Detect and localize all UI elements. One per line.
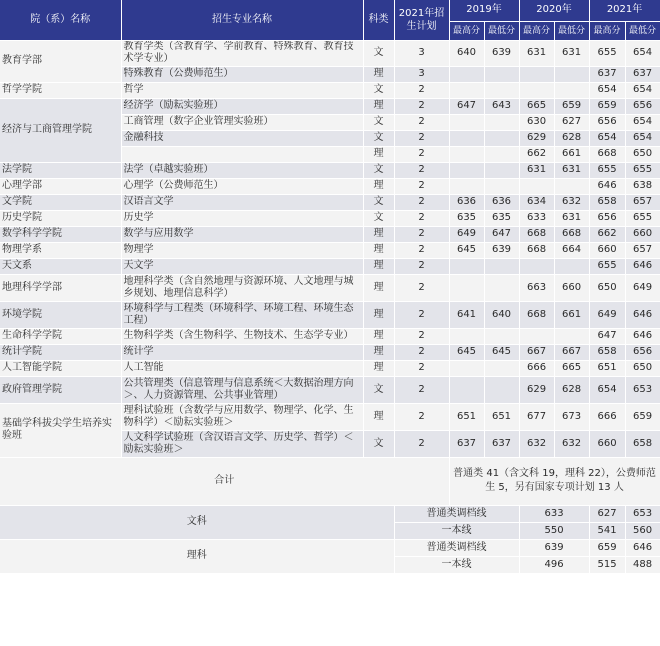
- major-cell: 汉语言文学: [121, 194, 363, 210]
- score-2020-low: [554, 66, 589, 82]
- score-2019-high: [449, 162, 484, 178]
- subject-cell: 文: [363, 130, 394, 146]
- plan-cell: 2: [394, 344, 449, 360]
- table-body: [0, 40, 660, 457]
- score-2021-high: 660: [589, 242, 625, 258]
- subject-cell: 文: [363, 376, 394, 403]
- subject-cell: 理: [363, 360, 394, 376]
- table-row: [0, 258, 660, 274]
- score-2021-low: 654: [625, 40, 660, 66]
- table-row: [0, 344, 660, 360]
- score-2020-low: 632: [554, 194, 589, 210]
- score-2021-high: 660: [589, 430, 625, 457]
- score-2019-high: [449, 258, 484, 274]
- plan-cell: 2: [394, 274, 449, 301]
- score-2020-low: 668: [554, 226, 589, 242]
- major-cell: 环境科学与工程类（环境科学、环境工程、环境生态工程）: [121, 301, 363, 328]
- score-2021-low: 649: [625, 274, 660, 301]
- score-2019-low: 637: [484, 430, 519, 457]
- subject-cell: 文: [363, 162, 394, 178]
- score-2021-high: 656: [589, 114, 625, 130]
- wenke-first-2021: 560: [625, 522, 660, 539]
- table-row: [0, 194, 660, 210]
- score-2020-low: 660: [554, 274, 589, 301]
- subject-cell: 理: [363, 258, 394, 274]
- like-adjust-label: 普通类调档线: [394, 539, 519, 556]
- score-2021-high: 646: [589, 178, 625, 194]
- major-cell: 生物科学类（含生物科学、生物技术、生态学专业）: [121, 328, 363, 344]
- major-cell: 数学与应用数学: [121, 226, 363, 242]
- score-2019-low: [484, 114, 519, 130]
- plan-cell: 2: [394, 328, 449, 344]
- major-cell: 人工智能: [121, 360, 363, 376]
- score-2019-high: [449, 376, 484, 403]
- like-first-label: 一本线: [394, 556, 519, 573]
- score-2021-high: 650: [589, 274, 625, 301]
- score-2021-low: 646: [625, 328, 660, 344]
- major-cell: 理科试验班（含数学与应用数学、物理学、化学、生物科学）＜励耘实验班＞: [121, 403, 363, 430]
- plan-cell: 2: [394, 114, 449, 130]
- major-cell: 人文科学试验班（含汉语言文学、历史学、哲学）＜励耘实验班＞: [121, 430, 363, 457]
- score-2021-high: 655: [589, 258, 625, 274]
- subject-cell: 理: [363, 146, 394, 162]
- score-2020-low: [554, 328, 589, 344]
- score-2020-low: 631: [554, 210, 589, 226]
- header-subject: 科类: [363, 0, 394, 40]
- score-2019-high: [449, 114, 484, 130]
- college-cell: 天文系: [0, 258, 121, 274]
- score-2019-high: 645: [449, 344, 484, 360]
- score-2021-low: 660: [625, 226, 660, 242]
- major-cell: 物理学: [121, 242, 363, 258]
- header-high: 最高分: [449, 21, 484, 40]
- score-2020-low: 661: [554, 301, 589, 328]
- score-2020-high: 633: [519, 210, 554, 226]
- score-2019-low: [484, 328, 519, 344]
- table-row: [0, 162, 660, 178]
- score-2019-low: 639: [484, 242, 519, 258]
- plan-cell: 2: [394, 226, 449, 242]
- total-label: 合计: [0, 457, 449, 505]
- score-2019-high: 640: [449, 40, 484, 66]
- college-cell: 经济与工商管理学院: [0, 98, 121, 162]
- college-cell: 心理学部: [0, 178, 121, 194]
- score-2019-low: [484, 130, 519, 146]
- score-2019-low: 640: [484, 301, 519, 328]
- major-cell: 特殊教育（公费师范生）: [121, 66, 363, 82]
- plan-cell: 2: [394, 430, 449, 457]
- major-cell: 金融科技: [121, 130, 363, 146]
- score-2021-low: 654: [625, 114, 660, 130]
- subject-cell: 文: [363, 40, 394, 66]
- score-2019-high: 647: [449, 98, 484, 114]
- major-cell: 哲学: [121, 82, 363, 98]
- subject-cell: 理: [363, 403, 394, 430]
- score-2020-low: 673: [554, 403, 589, 430]
- score-2020-high: 629: [519, 130, 554, 146]
- college-cell: 地理科学学部: [0, 274, 121, 301]
- score-2019-low: [484, 146, 519, 162]
- score-2019-low: [484, 258, 519, 274]
- score-2020-low: 632: [554, 430, 589, 457]
- score-2020-low: [554, 178, 589, 194]
- college-cell: 文学院: [0, 194, 121, 210]
- plan-cell: 2: [394, 360, 449, 376]
- header-low: 最低分: [554, 21, 589, 40]
- table-row: [0, 242, 660, 258]
- college-cell: 政府管理学院: [0, 376, 121, 403]
- table-row: [0, 40, 660, 66]
- score-2021-high: 662: [589, 226, 625, 242]
- major-cell: 地理科学类（含自然地理与资源环境、人文地理与城乡规划、地理信息科学）: [121, 274, 363, 301]
- header-major: 招生专业名称: [121, 0, 363, 40]
- score-2020-high: [519, 82, 554, 98]
- score-2019-low: [484, 376, 519, 403]
- score-2021-high: 666: [589, 403, 625, 430]
- subject-cell: 文: [363, 430, 394, 457]
- subject-cell: 理: [363, 301, 394, 328]
- score-2020-high: 665: [519, 98, 554, 114]
- score-2021-high: 668: [589, 146, 625, 162]
- score-2021-high: 647: [589, 328, 625, 344]
- college-cell: 生命科学学院: [0, 328, 121, 344]
- score-2020-high: [519, 258, 554, 274]
- score-2020-high: 632: [519, 430, 554, 457]
- subject-cell: 理: [363, 66, 394, 82]
- score-2020-low: 667: [554, 344, 589, 360]
- score-2019-low: 639: [484, 40, 519, 66]
- score-2021-low: 646: [625, 301, 660, 328]
- major-cell: 心理学（公费师范生）: [121, 178, 363, 194]
- score-2020-high: [519, 66, 554, 82]
- score-2020-low: 664: [554, 242, 589, 258]
- score-2020-low: [554, 258, 589, 274]
- subject-cell: 文: [363, 194, 394, 210]
- plan-cell: 2: [394, 376, 449, 403]
- table-row: [0, 226, 660, 242]
- score-2019-high: [449, 360, 484, 376]
- college-cell: 历史学院: [0, 210, 121, 226]
- score-2020-low: 628: [554, 376, 589, 403]
- subject-cell: 理: [363, 242, 394, 258]
- major-cell: 统计学: [121, 344, 363, 360]
- subject-cell: 文: [363, 82, 394, 98]
- score-2021-high: 656: [589, 210, 625, 226]
- subject-cell: 理: [363, 344, 394, 360]
- header-low: 最低分: [484, 21, 519, 40]
- major-cell: 历史学: [121, 210, 363, 226]
- score-2021-high: 655: [589, 162, 625, 178]
- subject-cell: 理: [363, 328, 394, 344]
- college-cell: 教育学部: [0, 40, 121, 82]
- score-2019-low: 635: [484, 210, 519, 226]
- wenke-adjust-label: 普通类调档线: [394, 505, 519, 522]
- wenke-label: 文科: [0, 505, 394, 539]
- score-2021-low: 659: [625, 403, 660, 430]
- score-2019-high: 649: [449, 226, 484, 242]
- score-2021-high: 649: [589, 301, 625, 328]
- college-cell: 统计学院: [0, 344, 121, 360]
- plan-cell: 2: [394, 162, 449, 178]
- score-2019-high: 641: [449, 301, 484, 328]
- score-2019-high: [449, 178, 484, 194]
- score-2021-low: 654: [625, 82, 660, 98]
- score-2019-high: [449, 328, 484, 344]
- plan-cell: 2: [394, 178, 449, 194]
- header-high: 最高分: [519, 21, 554, 40]
- score-2020-low: [554, 82, 589, 98]
- score-2021-high: 637: [589, 66, 625, 82]
- score-2019-low: 636: [484, 194, 519, 210]
- score-2020-low: 631: [554, 162, 589, 178]
- major-cell: 教育学类（含教育学、学前教育、特殊教育、教育技术学专业）: [121, 40, 363, 66]
- plan-cell: 2: [394, 258, 449, 274]
- plan-cell: 2: [394, 301, 449, 328]
- header-plan: 2021年招生计划: [394, 0, 449, 40]
- score-2021-high: 654: [589, 82, 625, 98]
- score-2019-high: 645: [449, 242, 484, 258]
- table-row: [0, 328, 660, 344]
- score-2021-high: 654: [589, 376, 625, 403]
- score-2020-high: 631: [519, 162, 554, 178]
- score-2019-low: 647: [484, 226, 519, 242]
- score-2020-low: 665: [554, 360, 589, 376]
- score-2019-low: [484, 274, 519, 301]
- score-2021-high: 651: [589, 360, 625, 376]
- score-2019-high: [449, 82, 484, 98]
- score-2021-low: 637: [625, 66, 660, 82]
- score-2019-high: [449, 130, 484, 146]
- wenke-adjust-2021: 653: [625, 505, 660, 522]
- subject-cell: 文: [363, 210, 394, 226]
- score-2020-high: 666: [519, 360, 554, 376]
- plan-cell: 2: [394, 210, 449, 226]
- score-2020-high: 630: [519, 114, 554, 130]
- major-cell: 经济学（励耘实验班）: [121, 98, 363, 114]
- score-2020-high: 668: [519, 242, 554, 258]
- college-cell: 法学院: [0, 162, 121, 178]
- score-2021-low: 650: [625, 146, 660, 162]
- score-2021-high: 659: [589, 98, 625, 114]
- like-first-2020: 515: [589, 556, 625, 573]
- score-2020-high: 631: [519, 40, 554, 66]
- score-2019-low: 645: [484, 344, 519, 360]
- table-row: [0, 376, 660, 403]
- score-2020-high: [519, 328, 554, 344]
- score-2019-high: 637: [449, 430, 484, 457]
- score-2021-low: 657: [625, 194, 660, 210]
- like-adjust-2019: 639: [519, 539, 589, 556]
- score-2019-high: 636: [449, 194, 484, 210]
- header-college: 院（系）名称: [0, 0, 121, 40]
- plan-cell: 2: [394, 82, 449, 98]
- college-cell: 数学科学学院: [0, 226, 121, 242]
- table-row: [0, 98, 660, 114]
- college-cell: 基础学科拔尖学生培养实验班: [0, 403, 121, 457]
- score-2020-high: 629: [519, 376, 554, 403]
- score-2020-high: [519, 178, 554, 194]
- like-label: 理科: [0, 539, 394, 573]
- plan-cell: 2: [394, 242, 449, 258]
- score-2021-low: 650: [625, 360, 660, 376]
- score-2021-low: 658: [625, 430, 660, 457]
- score-2021-low: 656: [625, 344, 660, 360]
- score-2020-low: 661: [554, 146, 589, 162]
- major-cell: 天文学: [121, 258, 363, 274]
- score-2019-high: 651: [449, 403, 484, 430]
- major-cell: 法学（卓越实验班）: [121, 162, 363, 178]
- like-first-2019: 496: [519, 556, 589, 573]
- header-2020: 2020年: [519, 0, 589, 21]
- college-cell: 环境学院: [0, 301, 121, 328]
- wenke-first-2020: 541: [589, 522, 625, 539]
- score-2019-low: 651: [484, 403, 519, 430]
- score-2021-high: 658: [589, 194, 625, 210]
- score-2021-low: 653: [625, 376, 660, 403]
- total-text: 普通类 41（含文科 19，理科 22），公费师范生 5，另有国家专项计划 13 人: [449, 457, 660, 505]
- college-cell: 哲学学院: [0, 82, 121, 98]
- score-2020-high: 677: [519, 403, 554, 430]
- score-2019-high: [449, 274, 484, 301]
- score-2019-low: [484, 360, 519, 376]
- score-2020-low: 631: [554, 40, 589, 66]
- table-row: [0, 403, 660, 430]
- score-2021-low: 655: [625, 210, 660, 226]
- score-2020-high: 668: [519, 301, 554, 328]
- score-2021-high: 655: [589, 40, 625, 66]
- plan-cell: 2: [394, 98, 449, 114]
- plan-cell: 2: [394, 130, 449, 146]
- table-row: [0, 301, 660, 328]
- wenke-first-2019: 550: [519, 522, 589, 539]
- subject-cell: 理: [363, 226, 394, 242]
- score-2019-high: 635: [449, 210, 484, 226]
- major-cell: 公共管理类（信息管理与信息系统＜大数据治理方向＞、人力资源管理、公共事业管理）: [121, 376, 363, 403]
- score-2020-low: 659: [554, 98, 589, 114]
- college-cell: 物理学系: [0, 242, 121, 258]
- college-cell: 人工智能学院: [0, 360, 121, 376]
- wenke-first-label: 一本线: [394, 522, 519, 539]
- score-2021-low: 656: [625, 98, 660, 114]
- table-row: [0, 274, 660, 301]
- score-2020-low: 627: [554, 114, 589, 130]
- header-high: 最高分: [589, 21, 625, 40]
- score-2020-low: 628: [554, 130, 589, 146]
- like-adjust-2021: 646: [625, 539, 660, 556]
- score-2021-low: 638: [625, 178, 660, 194]
- header-low: 最低分: [625, 21, 660, 40]
- score-2020-high: 663: [519, 274, 554, 301]
- table-row: [0, 210, 660, 226]
- subject-cell: 文: [363, 114, 394, 130]
- table-row: [0, 178, 660, 194]
- plan-cell: 2: [394, 146, 449, 162]
- subject-cell: 理: [363, 98, 394, 114]
- subject-cell: 理: [363, 178, 394, 194]
- score-2021-low: 654: [625, 130, 660, 146]
- score-2020-high: 667: [519, 344, 554, 360]
- major-cell: [121, 146, 363, 162]
- score-2019-low: 643: [484, 98, 519, 114]
- score-2019-high: [449, 66, 484, 82]
- like-first-2021: 488: [625, 556, 660, 573]
- score-2021-low: 657: [625, 242, 660, 258]
- table-row: [0, 360, 660, 376]
- score-2019-low: [484, 82, 519, 98]
- score-2019-low: [484, 66, 519, 82]
- like-adjust-2020: 659: [589, 539, 625, 556]
- header-2021: 2021年: [589, 0, 660, 21]
- table-row: [0, 82, 660, 98]
- plan-cell: 3: [394, 66, 449, 82]
- score-2019-low: [484, 178, 519, 194]
- score-2021-high: 654: [589, 130, 625, 146]
- score-2021-low: 655: [625, 162, 660, 178]
- score-2021-low: 646: [625, 258, 660, 274]
- wenke-adjust-2019: 633: [519, 505, 589, 522]
- score-2020-high: 662: [519, 146, 554, 162]
- wenke-adjust-2020: 627: [589, 505, 625, 522]
- plan-cell: 3: [394, 40, 449, 66]
- major-cell: 工商管理（数字企业管理实验班）: [121, 114, 363, 130]
- score-2020-high: 668: [519, 226, 554, 242]
- subject-cell: 理: [363, 274, 394, 301]
- score-2019-high: [449, 146, 484, 162]
- score-2020-high: 634: [519, 194, 554, 210]
- score-2019-low: [484, 162, 519, 178]
- plan-cell: 2: [394, 403, 449, 430]
- score-2021-high: 658: [589, 344, 625, 360]
- header-2019: 2019年: [449, 0, 519, 21]
- plan-cell: 2: [394, 194, 449, 210]
